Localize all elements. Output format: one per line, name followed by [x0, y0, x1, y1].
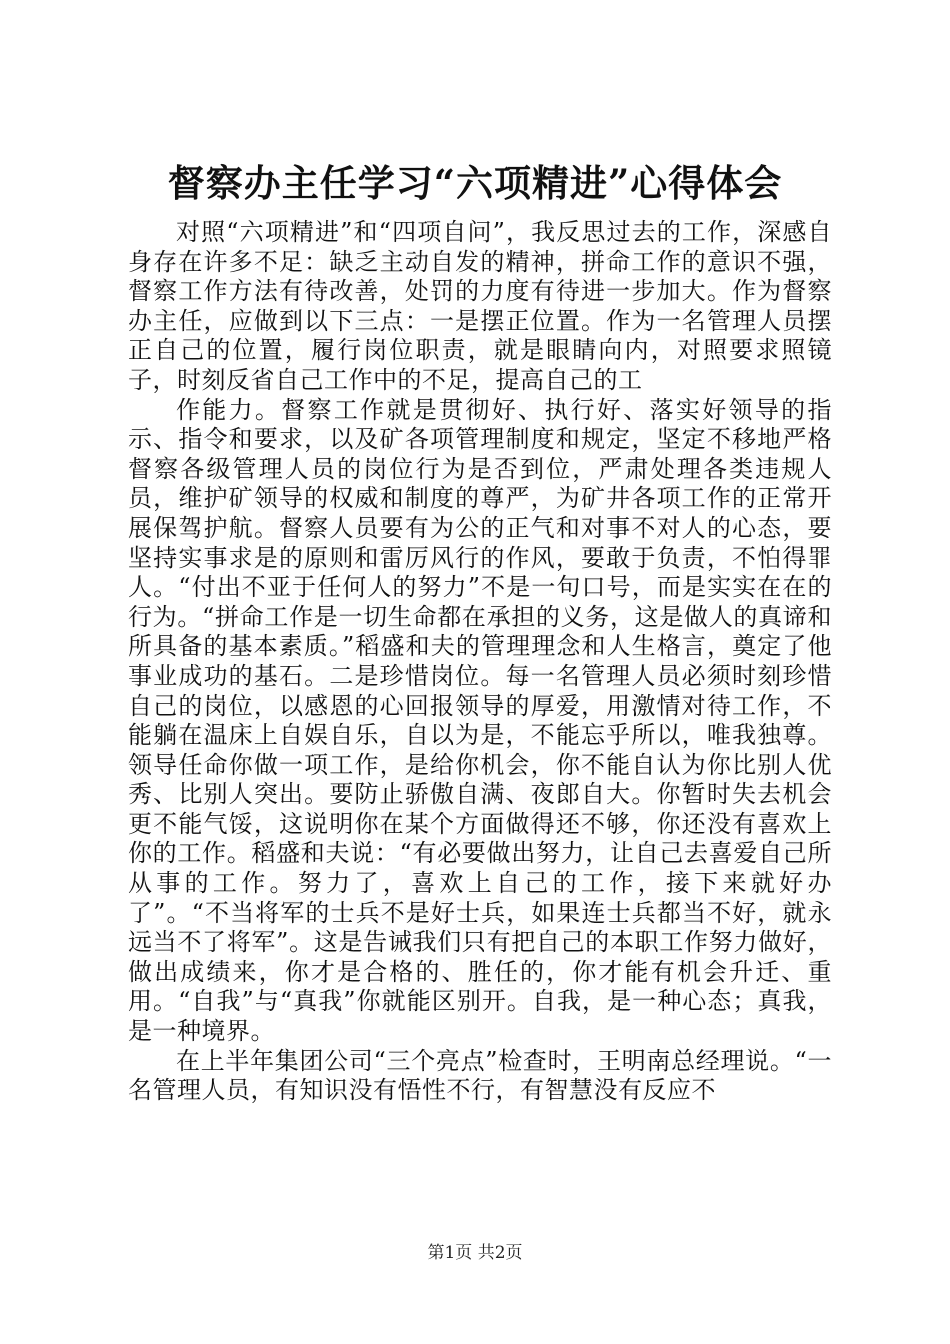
document-title: 督察办主任学习“六项精进”心得体会 — [167, 161, 783, 205]
page-number-footer: 第1页 共2页 — [427, 1243, 523, 1263]
paragraph-1: 对照“六项精进”和“四项自问”，我反思过去的工作，深感自身存在许多不足：缺乏主动自发的精神，拼命工作的意识不强，督察工作方法有待改善，处罚的力度有待进一步加大。作为督察办主任，应做到以下三点：一是摆正位置。作为一名管理人员摆正自己的位置，履行岗位职责，就是眼睛向内，对照要求照镜子，时刻反省自己工作中的不足，提高自己的工 — [128, 218, 832, 394]
paragraph-3: 在上半年集团公司“三个亮点”检查时，王明南总经理说。“一名管理人员，有知识没有悟性不行，有智慧没有反应不 — [128, 1046, 832, 1105]
paragraph-2: 作能力。督察工作就是贯彻好、执行好、落实好领导的指示、指令和要求，以及矿各项管理制度和规定，坚定不移地严格督察各级管理人员的岗位行为是否到位，严肃处理各类违规人员，维护矿领导的权威和制度的尊严，为矿井各项工作的正常开展保驾护航。督察人员要有为公的正气和对事不对人的心态，要坚持实事求是的原则和雷厉风行的作风，要敢于负责，不怕得罪人。“付出不亚于任何人的努力”不是一句口号，而是实实在在的行为。“拼命工作是一切生命都在承担的义务，这是做人的真谛和所具备的基本素质。”稻盛和夫的管理理念和人生格言，奠定了他事业成功的基石。二是珍惜岗位。每一名管理人员必须时刻珍惜自己的岗位，以感恩的心回报领导的厚爱，用激情对待工作，不能躺在温床上自娱自乐，自以为是，不能忘乎所以，唯我独尊。领导任命你做一项工作，是给你机会，你不能自认为你比别人优秀、比别人突出。要防止骄傲自满、夜郎自大。你暂时失去机会更不能气馁，这说明你在某个方面做得还不够，你还没有喜欢上你的工作。稻盛和夫说：“有必要做出努力，让自己去喜爱自己所从事的工作。努力了，喜欢上自己的工作，接下来就好办了”。“不当将军的士兵不是好士兵，如果连士兵都当不好，就永远当不了将军”。这是告诫我们只有把自己的本职工作努力做好，做出成绩来，你才是合格的、胜任的，你才能有机会升迁、重用。“自我”与“真我”你就能区别开。自我，是一种心态；真我，是一种境界。 — [128, 395, 832, 1046]
document-body — [128, 218, 832, 1106]
